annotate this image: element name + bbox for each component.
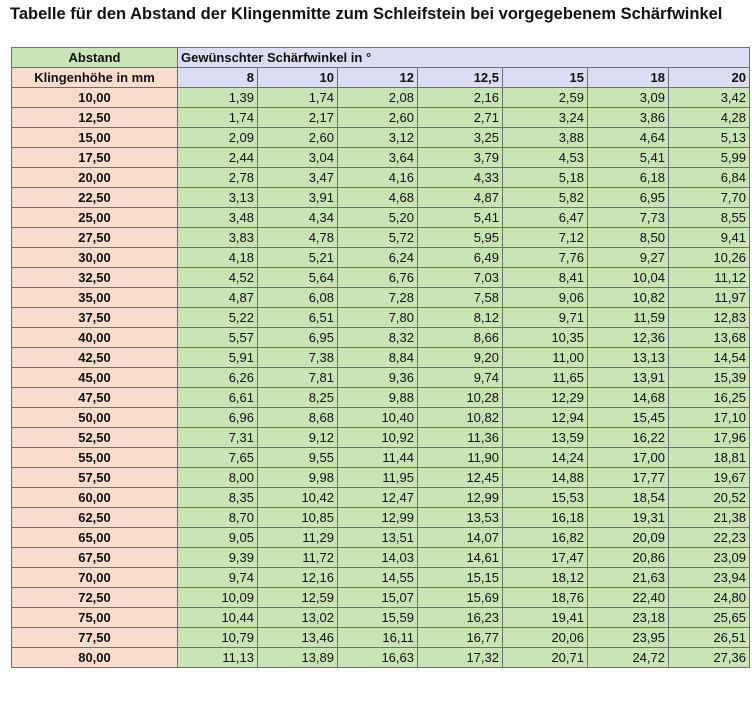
distance-value-cell: 6,95	[588, 188, 669, 208]
distance-value-cell: 12,16	[258, 568, 338, 588]
distance-value-cell: 9,88	[338, 388, 418, 408]
table-row	[12, 508, 750, 528]
blade-height-cell: 17,50	[12, 148, 178, 168]
distance-value-cell: 12,83	[669, 308, 750, 328]
distance-value-cell: 10,44	[178, 608, 258, 628]
distance-value-cell: 19,41	[503, 608, 588, 628]
distance-value-cell: 4,64	[588, 128, 669, 148]
distance-value-cell: 23,18	[588, 608, 669, 628]
blade-height-cell: 80,00	[12, 648, 178, 668]
distance-value-cell: 11,29	[258, 528, 338, 548]
distance-value-cell: 3,42	[669, 88, 750, 108]
table-row	[12, 368, 750, 388]
table-row	[12, 328, 750, 348]
distance-value-cell: 8,66	[418, 328, 503, 348]
distance-value-cell: 10,35	[503, 328, 588, 348]
distance-value-cell: 11,59	[588, 308, 669, 328]
distance-value-cell: 2,17	[258, 108, 338, 128]
distance-value-cell: 24,80	[669, 588, 750, 608]
distance-value-cell: 3,79	[418, 148, 503, 168]
distance-value-cell: 4,87	[418, 188, 503, 208]
blade-height-cell: 20,00	[12, 168, 178, 188]
blade-height-cell: 65,00	[12, 528, 178, 548]
distance-value-cell: 14,68	[588, 388, 669, 408]
distance-value-cell: 11,95	[338, 468, 418, 488]
distance-value-cell: 3,24	[503, 108, 588, 128]
distance-value-cell: 8,00	[178, 468, 258, 488]
distance-value-cell: 6,08	[258, 288, 338, 308]
distance-value-cell: 10,04	[588, 268, 669, 288]
distance-value-cell: 9,27	[588, 248, 669, 268]
distance-value-cell: 9,05	[178, 528, 258, 548]
distance-value-cell: 12,94	[503, 408, 588, 428]
distance-value-cell: 7,65	[178, 448, 258, 468]
distance-value-cell: 2,59	[503, 88, 588, 108]
distance-value-cell: 15,15	[418, 568, 503, 588]
distance-value-cell: 6,96	[178, 408, 258, 428]
distance-value-cell: 12,99	[338, 508, 418, 528]
distance-value-cell: 6,76	[338, 268, 418, 288]
distance-table	[11, 47, 750, 668]
distance-value-cell: 8,35	[178, 488, 258, 508]
distance-value-cell: 13,68	[669, 328, 750, 348]
distance-value-cell: 9,55	[258, 448, 338, 468]
distance-value-cell: 3,83	[178, 228, 258, 248]
distance-value-cell: 5,18	[503, 168, 588, 188]
distance-value-cell: 4,33	[418, 168, 503, 188]
distance-value-cell: 3,04	[258, 148, 338, 168]
angle-column-header: 10	[258, 68, 338, 88]
distance-value-cell: 16,77	[418, 628, 503, 648]
distance-value-cell: 3,48	[178, 208, 258, 228]
distance-value-cell: 23,94	[669, 568, 750, 588]
distance-value-cell: 8,25	[258, 388, 338, 408]
distance-value-cell: 9,12	[258, 428, 338, 448]
blade-height-cell: 42,50	[12, 348, 178, 368]
distance-value-cell: 20,09	[588, 528, 669, 548]
distance-value-cell: 15,07	[338, 588, 418, 608]
blade-height-cell: 55,00	[12, 448, 178, 468]
distance-value-cell: 7,38	[258, 348, 338, 368]
table-row	[12, 528, 750, 548]
distance-value-cell: 5,13	[669, 128, 750, 148]
distance-value-cell: 19,31	[588, 508, 669, 528]
distance-value-cell: 5,99	[669, 148, 750, 168]
distance-value-cell: 2,78	[178, 168, 258, 188]
distance-value-cell: 16,82	[503, 528, 588, 548]
distance-value-cell: 20,52	[669, 488, 750, 508]
distance-value-cell: 9,74	[178, 568, 258, 588]
distance-value-cell: 13,46	[258, 628, 338, 648]
distance-value-cell: 4,68	[338, 188, 418, 208]
blade-height-cell: 50,00	[12, 408, 178, 428]
distance-value-cell: 4,16	[338, 168, 418, 188]
distance-value-cell: 7,80	[338, 308, 418, 328]
distance-value-cell: 25,65	[669, 608, 750, 628]
blade-height-cell: 40,00	[12, 328, 178, 348]
distance-value-cell: 4,52	[178, 268, 258, 288]
distance-value-cell: 22,23	[669, 528, 750, 548]
distance-value-cell: 9,39	[178, 548, 258, 568]
distance-value-cell: 13,53	[418, 508, 503, 528]
distance-value-cell: 9,36	[338, 368, 418, 388]
distance-value-cell: 21,38	[669, 508, 750, 528]
table-row	[12, 248, 750, 268]
distance-value-cell: 15,69	[418, 588, 503, 608]
distance-value-cell: 3,91	[258, 188, 338, 208]
blade-height-cell: 15,00	[12, 128, 178, 148]
distance-value-cell: 7,28	[338, 288, 418, 308]
distance-value-cell: 5,20	[338, 208, 418, 228]
distance-value-cell: 10,79	[178, 628, 258, 648]
distance-value-cell: 7,58	[418, 288, 503, 308]
distance-value-cell: 16,23	[418, 608, 503, 628]
header-row-2	[12, 68, 750, 88]
table-row	[12, 568, 750, 588]
distance-value-cell: 23,95	[588, 628, 669, 648]
distance-value-cell: 12,99	[418, 488, 503, 508]
distance-value-cell: 14,07	[418, 528, 503, 548]
distance-value-cell: 11,97	[669, 288, 750, 308]
distance-value-cell: 22,40	[588, 588, 669, 608]
distance-value-cell: 6,61	[178, 388, 258, 408]
distance-value-cell: 7,81	[258, 368, 338, 388]
table-row	[12, 448, 750, 468]
distance-value-cell: 3,13	[178, 188, 258, 208]
distance-value-cell: 4,34	[258, 208, 338, 228]
distance-value-cell: 9,06	[503, 288, 588, 308]
distance-value-cell: 18,12	[503, 568, 588, 588]
distance-value-cell: 4,28	[669, 108, 750, 128]
distance-value-cell: 2,71	[418, 108, 503, 128]
angle-column-header: 12	[338, 68, 418, 88]
angle-header: Gewünschter Schärfwinkel in °	[178, 48, 750, 68]
distance-value-cell: 3,12	[338, 128, 418, 148]
distance-value-cell: 8,12	[418, 308, 503, 328]
distance-value-cell: 24,72	[588, 648, 669, 668]
blade-height-cell: 45,00	[12, 368, 178, 388]
distance-value-cell: 11,65	[503, 368, 588, 388]
distance-value-cell: 7,73	[588, 208, 669, 228]
distance-value-cell: 14,55	[338, 568, 418, 588]
distance-value-cell: 16,63	[338, 648, 418, 668]
header-row-1	[12, 48, 750, 68]
distance-value-cell: 13,91	[588, 368, 669, 388]
blade-height-cell: 22,50	[12, 188, 178, 208]
distance-value-cell: 23,09	[669, 548, 750, 568]
distance-value-cell: 5,41	[418, 208, 503, 228]
blade-height-cell: 25,00	[12, 208, 178, 228]
distance-value-cell: 4,18	[178, 248, 258, 268]
distance-value-cell: 14,88	[503, 468, 588, 488]
distance-value-cell: 26,51	[669, 628, 750, 648]
table-row	[12, 428, 750, 448]
distance-value-cell: 9,41	[669, 228, 750, 248]
distance-value-cell: 13,02	[258, 608, 338, 628]
distance-value-cell: 18,81	[669, 448, 750, 468]
distance-value-cell: 19,67	[669, 468, 750, 488]
table-row	[12, 88, 750, 108]
table-row	[12, 108, 750, 128]
distance-value-cell: 14,03	[338, 548, 418, 568]
distance-value-cell: 6,84	[669, 168, 750, 188]
distance-value-cell: 9,74	[418, 368, 503, 388]
blade-height-cell: 52,50	[12, 428, 178, 448]
blade-height-cell: 57,50	[12, 468, 178, 488]
distance-value-cell: 10,26	[669, 248, 750, 268]
distance-value-cell: 17,77	[588, 468, 669, 488]
distance-value-cell: 3,47	[258, 168, 338, 188]
table-row	[12, 548, 750, 568]
distance-value-cell: 13,13	[588, 348, 669, 368]
angle-column-header: 8	[178, 68, 258, 88]
distance-value-cell: 17,47	[503, 548, 588, 568]
table-row	[12, 308, 750, 328]
distance-value-cell: 5,95	[418, 228, 503, 248]
distance-value-cell: 1,39	[178, 88, 258, 108]
abstand-header: Abstand	[12, 48, 178, 68]
page-title: Tabelle für den Abstand der Klingenmitte zum Schleifstein bei vorgegebenem Schärfwinkel	[10, 5, 723, 23]
distance-value-cell: 13,59	[503, 428, 588, 448]
table-row	[12, 488, 750, 508]
distance-value-cell: 16,22	[588, 428, 669, 448]
distance-value-cell: 1,74	[258, 88, 338, 108]
distance-value-cell: 10,82	[418, 408, 503, 428]
distance-value-cell: 10,40	[338, 408, 418, 428]
distance-value-cell: 11,36	[418, 428, 503, 448]
distance-value-cell: 6,18	[588, 168, 669, 188]
distance-value-cell: 6,26	[178, 368, 258, 388]
table-row	[12, 128, 750, 148]
table-row	[12, 148, 750, 168]
distance-value-cell: 8,32	[338, 328, 418, 348]
distance-value-cell: 12,36	[588, 328, 669, 348]
distance-value-cell: 18,54	[588, 488, 669, 508]
distance-value-cell: 7,12	[503, 228, 588, 248]
table-row	[12, 208, 750, 228]
distance-value-cell: 5,64	[258, 268, 338, 288]
distance-value-cell: 3,88	[503, 128, 588, 148]
distance-value-cell: 3,09	[588, 88, 669, 108]
table-row	[12, 608, 750, 628]
distance-value-cell: 6,95	[258, 328, 338, 348]
distance-value-cell: 12,29	[503, 388, 588, 408]
table-row	[12, 188, 750, 208]
distance-value-cell: 11,00	[503, 348, 588, 368]
table-row	[12, 388, 750, 408]
distance-value-cell: 2,60	[258, 128, 338, 148]
distance-value-cell: 5,22	[178, 308, 258, 328]
distance-value-cell: 5,57	[178, 328, 258, 348]
distance-value-cell: 9,98	[258, 468, 338, 488]
distance-value-cell: 8,84	[338, 348, 418, 368]
blade-height-cell: 67,50	[12, 548, 178, 568]
table-row	[12, 588, 750, 608]
distance-value-cell: 4,87	[178, 288, 258, 308]
distance-value-cell: 7,03	[418, 268, 503, 288]
distance-value-cell: 15,39	[669, 368, 750, 388]
table-row	[12, 288, 750, 308]
angle-column-header: 20	[669, 68, 750, 88]
blade-height-cell: 62,50	[12, 508, 178, 528]
distance-value-cell: 11,12	[669, 268, 750, 288]
blade-height-cell: 12,50	[12, 108, 178, 128]
distance-value-cell: 3,25	[418, 128, 503, 148]
distance-value-cell: 21,63	[588, 568, 669, 588]
distance-value-cell: 17,00	[588, 448, 669, 468]
distance-value-cell: 27,36	[669, 648, 750, 668]
distance-value-cell: 2,09	[178, 128, 258, 148]
distance-value-cell: 5,82	[503, 188, 588, 208]
distance-value-cell: 10,82	[588, 288, 669, 308]
distance-value-cell: 8,70	[178, 508, 258, 528]
table-row	[12, 168, 750, 188]
blade-height-cell: 10,00	[12, 88, 178, 108]
distance-value-cell: 14,54	[669, 348, 750, 368]
blade-height-cell: 35,00	[12, 288, 178, 308]
blade-height-cell: 77,50	[12, 628, 178, 648]
distance-value-cell: 5,41	[588, 148, 669, 168]
distance-value-cell: 20,06	[503, 628, 588, 648]
blade-height-cell: 72,50	[12, 588, 178, 608]
distance-value-cell: 7,76	[503, 248, 588, 268]
distance-value-cell: 12,59	[258, 588, 338, 608]
distance-value-cell: 20,86	[588, 548, 669, 568]
distance-value-cell: 6,24	[338, 248, 418, 268]
distance-value-cell: 3,86	[588, 108, 669, 128]
distance-value-cell: 6,51	[258, 308, 338, 328]
blade-height-cell: 30,00	[12, 248, 178, 268]
distance-value-cell: 9,20	[418, 348, 503, 368]
distance-value-cell: 15,53	[503, 488, 588, 508]
distance-value-cell: 13,89	[258, 648, 338, 668]
distance-value-cell: 12,47	[338, 488, 418, 508]
distance-value-cell: 10,42	[258, 488, 338, 508]
blade-height-cell: 47,50	[12, 388, 178, 408]
distance-value-cell: 16,25	[669, 388, 750, 408]
distance-value-cell: 14,24	[503, 448, 588, 468]
table-row	[12, 348, 750, 368]
distance-value-cell: 16,11	[338, 628, 418, 648]
distance-value-cell: 6,47	[503, 208, 588, 228]
distance-value-cell: 4,78	[258, 228, 338, 248]
distance-value-cell: 1,74	[178, 108, 258, 128]
distance-value-cell: 10,85	[258, 508, 338, 528]
distance-value-cell: 17,10	[669, 408, 750, 428]
distance-value-cell: 15,45	[588, 408, 669, 428]
angle-column-header: 12,5	[418, 68, 503, 88]
distance-value-cell: 4,53	[503, 148, 588, 168]
blade-height-cell: 70,00	[12, 568, 178, 588]
distance-value-cell: 11,13	[178, 648, 258, 668]
distance-value-cell: 15,59	[338, 608, 418, 628]
distance-value-cell: 11,72	[258, 548, 338, 568]
distance-value-cell: 16,18	[503, 508, 588, 528]
table-row	[12, 268, 750, 288]
distance-value-cell: 8,55	[669, 208, 750, 228]
blade-height-cell: 27,50	[12, 228, 178, 248]
blade-height-cell: 75,00	[12, 608, 178, 628]
distance-value-cell: 10,28	[418, 388, 503, 408]
distance-value-cell: 7,31	[178, 428, 258, 448]
table-row	[12, 408, 750, 428]
blade-height-cell: 60,00	[12, 488, 178, 508]
table-row	[12, 468, 750, 488]
distance-value-cell: 8,41	[503, 268, 588, 288]
table-row	[12, 628, 750, 648]
distance-value-cell: 2,44	[178, 148, 258, 168]
angle-column-header: 18	[588, 68, 669, 88]
table-row	[12, 228, 750, 248]
distance-value-cell: 8,68	[258, 408, 338, 428]
distance-value-cell: 2,60	[338, 108, 418, 128]
distance-value-cell: 12,45	[418, 468, 503, 488]
distance-value-cell: 11,90	[418, 448, 503, 468]
table-row	[12, 648, 750, 668]
blade-height-cell: 37,50	[12, 308, 178, 328]
blade-height-cell: 32,50	[12, 268, 178, 288]
distance-value-cell: 10,09	[178, 588, 258, 608]
distance-value-cell: 11,44	[338, 448, 418, 468]
distance-value-cell: 8,50	[588, 228, 669, 248]
distance-value-cell: 17,32	[418, 648, 503, 668]
distance-value-cell: 5,72	[338, 228, 418, 248]
distance-value-cell: 2,16	[418, 88, 503, 108]
distance-value-cell: 18,76	[503, 588, 588, 608]
distance-value-cell: 6,49	[418, 248, 503, 268]
distance-value-cell: 10,92	[338, 428, 418, 448]
distance-value-cell: 7,70	[669, 188, 750, 208]
distance-value-cell: 3,64	[338, 148, 418, 168]
distance-value-cell: 14,61	[418, 548, 503, 568]
distance-value-cell: 20,71	[503, 648, 588, 668]
distance-value-cell: 5,21	[258, 248, 338, 268]
distance-value-cell: 13,51	[338, 528, 418, 548]
distance-value-cell: 9,71	[503, 308, 588, 328]
distance-value-cell: 2,08	[338, 88, 418, 108]
distance-value-cell: 5,91	[178, 348, 258, 368]
angle-column-header: 15	[503, 68, 588, 88]
height-header: Klingenhöhe in mm	[12, 68, 178, 88]
distance-value-cell: 17,96	[669, 428, 750, 448]
